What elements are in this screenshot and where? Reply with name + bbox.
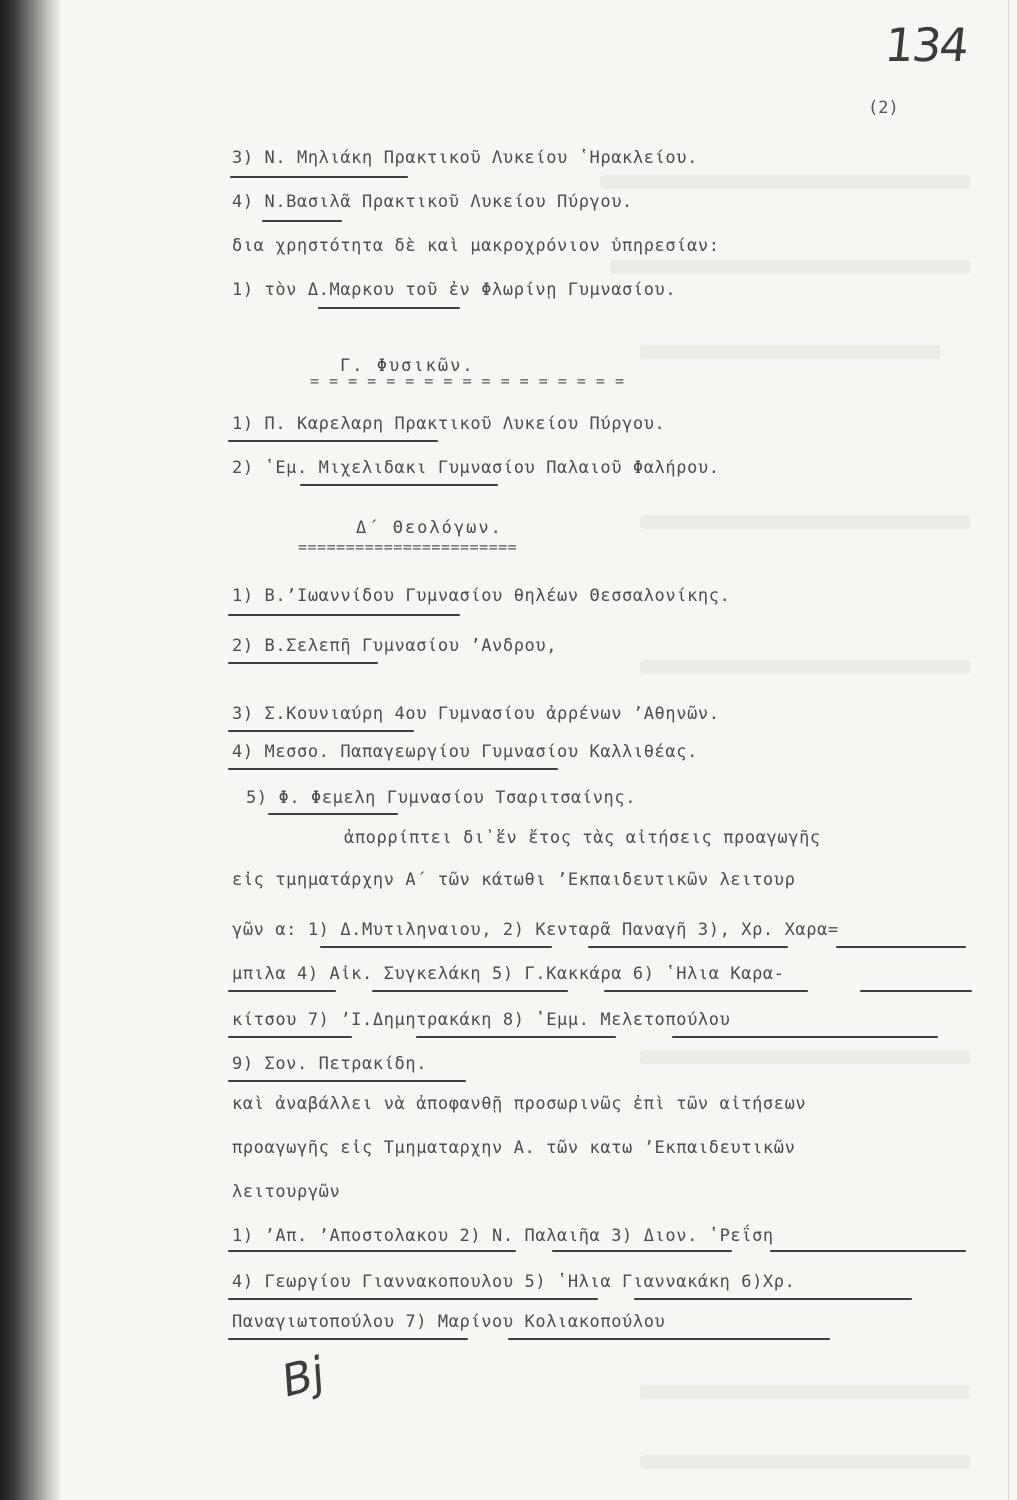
text-line: γῶν α: 1) Δ.Μυτιληναιου, 2) Κενταρᾶ Παναγῆ 3), Χρ. Χαρα=: [232, 920, 839, 940]
text-line: 9) Σον. Πετρακίδη.: [232, 1054, 428, 1074]
scan-edge-shadow: [0, 0, 62, 1500]
underline-stroke: [228, 1250, 516, 1252]
bleed-through: [640, 345, 940, 359]
bleed-through: [640, 1385, 970, 1399]
section-heading: Γ. Φυσικῶν.: [340, 356, 475, 376]
underline-stroke: [228, 730, 414, 732]
underline-stroke: [228, 662, 378, 664]
underline-stroke: [416, 1036, 616, 1038]
text-line: 1) Β.ʼΙωαννίδου Γυμνασίου θηλέων Θεσσαλονίκης.: [232, 586, 731, 606]
underline-stroke: [836, 946, 966, 948]
underline-stroke: [604, 990, 808, 992]
underline-stroke: [672, 1036, 938, 1038]
text-line: 4) Γεωργίου Γιαννακοπουλου 5) ʽΗλια Γιαννακάκη 6)Χρ.: [232, 1272, 796, 1292]
underline-stroke: [634, 1298, 912, 1300]
text-line: λειτουργῶν: [232, 1182, 341, 1202]
underline-stroke: [228, 1338, 468, 1340]
underline-stroke: [228, 614, 460, 616]
text-line: δια χρηστότητα δὲ καὶ μακροχρόνιον ὑπηρεσίαν:: [232, 236, 720, 256]
underline-stroke: [228, 768, 558, 770]
text-line: ἀπορρίπτει δι᾽ἕν ἔτος τὰς αἰτήσεις προαγωγῆς: [344, 828, 821, 848]
underline-stroke: [860, 990, 972, 992]
text-line: 1) τὸν Δ.Μαρκου τοῦ ἐν Φλωρίνῃ Γυμνασίου.: [232, 280, 677, 300]
text-line: 1) Π. Καρελαρη Πρακτικοῦ Λυκείου Πύργου.: [232, 414, 666, 434]
text-line: 4) Μεσσο. Παπαγεωργίου Γυμνασίου Καλλιθέας.: [232, 742, 698, 762]
underline-stroke: [372, 990, 568, 992]
section-heading: Δ΄ Θεολόγων.: [356, 518, 503, 538]
sheet-number: (2): [868, 98, 899, 118]
heading-rule: =======================: [298, 538, 518, 556]
text-line: καὶ ἀναβάλλει νὰ ἀποφανθῇ προσωρινῶς ἐπὶ τῶν αἰτήσεων: [232, 1094, 807, 1114]
text-line: προαγωγῆς εἰς Τμηματαρχην Α. τῶν κατω ʼΕκπαιδευτικῶν: [232, 1138, 796, 1158]
text-line: 2) ʽΕμ. Μιχελιδακι Γυμνασίου Παλαιοῦ Φαλήρου.: [232, 458, 720, 478]
underline-stroke: [588, 946, 788, 948]
bleed-through: [640, 1050, 970, 1064]
underline-stroke: [228, 1298, 598, 1300]
folio-number: 134: [882, 18, 970, 72]
text-line: Παναγιωτοπούλου 7) Μαρίνου Κολιακοπούλου: [232, 1312, 666, 1332]
underline-stroke: [320, 946, 552, 948]
bleed-through: [640, 1455, 970, 1469]
underline-stroke: [318, 307, 460, 309]
underline-stroke: [552, 1250, 732, 1252]
bleed-through: [640, 515, 970, 529]
underline-stroke: [228, 1036, 352, 1038]
bleed-through: [600, 175, 970, 189]
text-line: 2) Β.Σελεπῆ Γυμνασίου ʼΑνδρου,: [232, 636, 558, 656]
underline-stroke: [228, 990, 336, 992]
text-line: 4) Ν.Βασιλᾶ Πρακτικοῦ Λυκείου Πύργου.: [232, 192, 633, 212]
underline-stroke: [508, 1338, 830, 1340]
underline-stroke: [770, 1250, 966, 1252]
underline-stroke: [262, 220, 342, 222]
text-line: εἰς τμηματάρχην Α΄ τῶν κάτωθι ʼΕκπαιδευτικῶν λειτουρ: [232, 870, 796, 890]
text-line: 3) Ν. Μηλιάκη Πρακτικοῦ Λυκείου ʽΗρακλείου.: [232, 148, 698, 168]
heading-rule: = = = = = = = = = = = = = = = = =: [310, 372, 625, 390]
text-line: κίτσου 7) ʼΙ.Δημητρακάκη 8) ʽΕμμ. Μελετοπούλου: [232, 1010, 731, 1030]
page-edge-line: [1008, 0, 1009, 1500]
text-line: 5) Φ. Φεμελη Γυμνασίου Τσαριτσαίνης.: [246, 788, 637, 808]
bleed-through: [640, 660, 970, 674]
text-line: 3) Σ.Κουνιαύρη 4ου Γυμνασίου ἀρρένων ʼΑθηνῶν.: [232, 704, 720, 724]
underline-stroke: [228, 1080, 466, 1082]
bleed-through: [610, 260, 970, 274]
handwritten-initials: Bj: [280, 1346, 326, 1409]
underline-stroke: [300, 484, 498, 486]
text-line: 1) ʼΑπ. ʼΑποστολακου 2) Ν. Παλαιῆα 3) Διον. ʽΡεΐση: [232, 1226, 774, 1246]
underline-stroke: [230, 176, 408, 178]
text-line: μπιλα 4) Αἰκ. Συγκελάκη 5) Γ.Κακκάρα 6) ʽΗλια Καρα-: [232, 964, 785, 984]
underline-stroke: [228, 440, 438, 442]
underline-stroke: [268, 813, 398, 815]
